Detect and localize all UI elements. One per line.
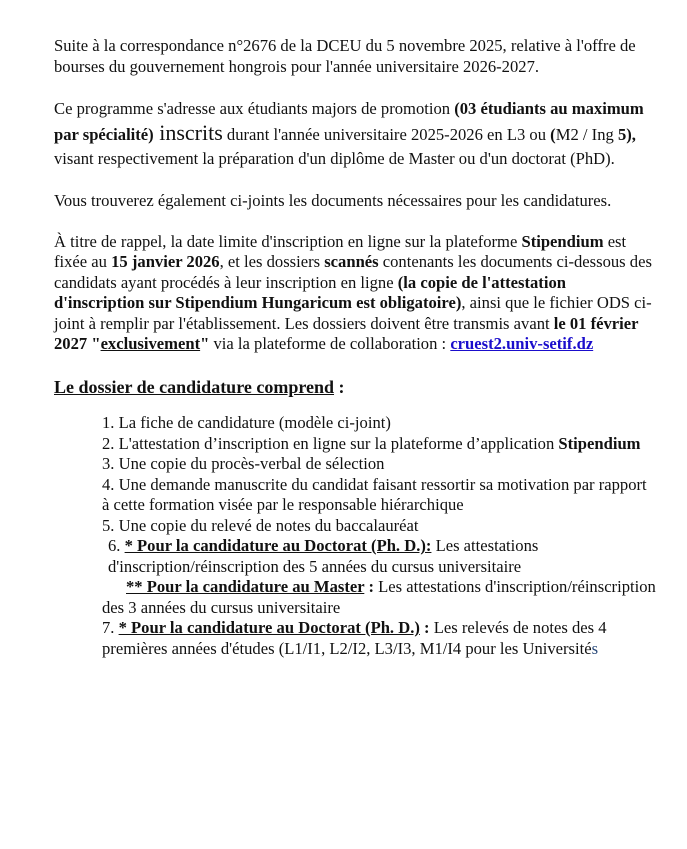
program-text-3: M2 / Ing bbox=[555, 125, 618, 144]
reminder-text-1: À titre de rappel, la date limite d'inscription en ligne sur la plateforme bbox=[54, 231, 522, 251]
list-item-1 bbox=[102, 413, 657, 434]
program-bold-5: 5), bbox=[617, 125, 636, 144]
reminder-scannes: scannés bbox=[324, 252, 379, 271]
heading-suffix: : bbox=[334, 376, 345, 397]
reminder-exclusivement: exclusivement bbox=[100, 334, 201, 353]
reminder-stipendium: Stipendium bbox=[521, 231, 604, 251]
list-item-6-text: Les attestations d'inscription/réinscription des 5 années du cursus universitaire bbox=[108, 536, 539, 576]
list-item-7-number: 7. bbox=[102, 618, 119, 637]
list-item-7-text: Les relevés de notes des 4 premières années d'études (L1/I1, L2/I2, L3/I3, M1/I4 pour les Université bbox=[102, 618, 607, 658]
reminder-text-2: est fixée au bbox=[54, 231, 627, 271]
program-bold-paren: ( bbox=[550, 125, 556, 144]
list-item-2-bold: Stipendium bbox=[558, 433, 641, 453]
section-heading bbox=[54, 377, 657, 398]
list-item-6-number: 6. bbox=[108, 536, 125, 555]
reminder-text-3: , et les dossiers bbox=[219, 252, 325, 271]
paragraph-reminder bbox=[54, 232, 657, 355]
program-bold-quota: (03 étudiants au maximum par spécialité) bbox=[54, 99, 644, 144]
intro-text: Suite à la correspondance n°2676 de la DCEU du 5 novembre 2025, relative à l'offre de bourses du gouvernement hongrois pour l'année universitaire 2026-2027. bbox=[54, 36, 636, 76]
list-item-1-text: 1. La fiche de candidature (modèle ci-joint) bbox=[102, 413, 391, 432]
reminder-quote-end: " bbox=[200, 334, 210, 353]
requirements-list bbox=[54, 413, 657, 659]
reminder-obligatoire: (la copie de l'attestation d'inscription sur Stipendium Hungaricum est obligatoire) bbox=[54, 272, 566, 312]
program-inscrits: inscrits bbox=[153, 120, 223, 145]
list-item-7-tail: s bbox=[591, 638, 599, 658]
reminder-text-6: via la plateforme de collaboration : bbox=[209, 334, 451, 353]
list-item-7-doctorat-label: * Pour la candidature au Doctorat (Ph. D.) bbox=[118, 618, 420, 637]
list-item-5-text: 5. Une copie du relevé de notes du baccalauréat bbox=[102, 515, 419, 535]
heading-text: Le dossier de candidature comprend bbox=[54, 376, 335, 397]
list-item-6-master bbox=[102, 577, 657, 618]
list-item-6-doctorat-label: * Pour la candidature au Doctorat (Ph. D.): bbox=[124, 536, 432, 555]
list-item-6 bbox=[102, 536, 657, 577]
program-text-4: visant respectivement la préparation d'un diplôme de Master ou d'un doctorat (PhD). bbox=[54, 149, 615, 168]
list-item-6-master-colon: : bbox=[364, 577, 374, 596]
list-item-5 bbox=[102, 516, 657, 537]
reminder-deadline-dossier: le 01 février 2027 " bbox=[54, 313, 639, 353]
platform-link[interactable]: cruest2.univ-setif.dz bbox=[450, 334, 594, 353]
paragraph-intro bbox=[54, 36, 657, 77]
list-item-6-master-text: Les attestations d'inscription/réinscription des 3 années du cursus universitaire bbox=[102, 577, 656, 617]
list-item-7 bbox=[102, 618, 657, 659]
reminder-text-5: , ainsi que le fichier ODS ci-joint à remplir par l'établissement. Les dossiers doivent être transmis avant bbox=[54, 293, 652, 333]
program-text-1: Ce programme s'adresse aux étudiants majors de promotion bbox=[54, 99, 455, 118]
list-item-4-text: 4. Une demande manuscrite du candidat faisant ressortir sa motivation par rapport à cette formation visée par le responsable hiérarchique bbox=[102, 474, 647, 514]
program-text-2: durant l'année universitaire 2025-2026 en L3 ou bbox=[222, 125, 551, 144]
list-item-7-colon: : bbox=[419, 618, 430, 637]
list-item-2 bbox=[102, 434, 657, 455]
paragraph-program bbox=[54, 97, 657, 171]
reminder-text-4: contenants les documents ci-dessous des candidats ayant procédés à leur inscription en ligne bbox=[54, 252, 652, 292]
paragraph-documents bbox=[54, 191, 657, 212]
list-item-3-text: 3. Une copie du procès-verbal de sélection bbox=[102, 454, 385, 473]
list-item-6-master-label: ** Pour la candidature au Master bbox=[126, 577, 365, 596]
list-item-3 bbox=[102, 454, 657, 475]
list-item-2-text: 2. L'attestation d’inscription en ligne sur la plateforme d’application bbox=[102, 433, 559, 453]
documents-text: Vous trouverez également ci-joints les documents nécessaires pour les candidatures. bbox=[54, 191, 612, 210]
reminder-deadline-inscription: 15 janvier 2026 bbox=[111, 252, 220, 271]
list-item-4 bbox=[102, 475, 657, 516]
